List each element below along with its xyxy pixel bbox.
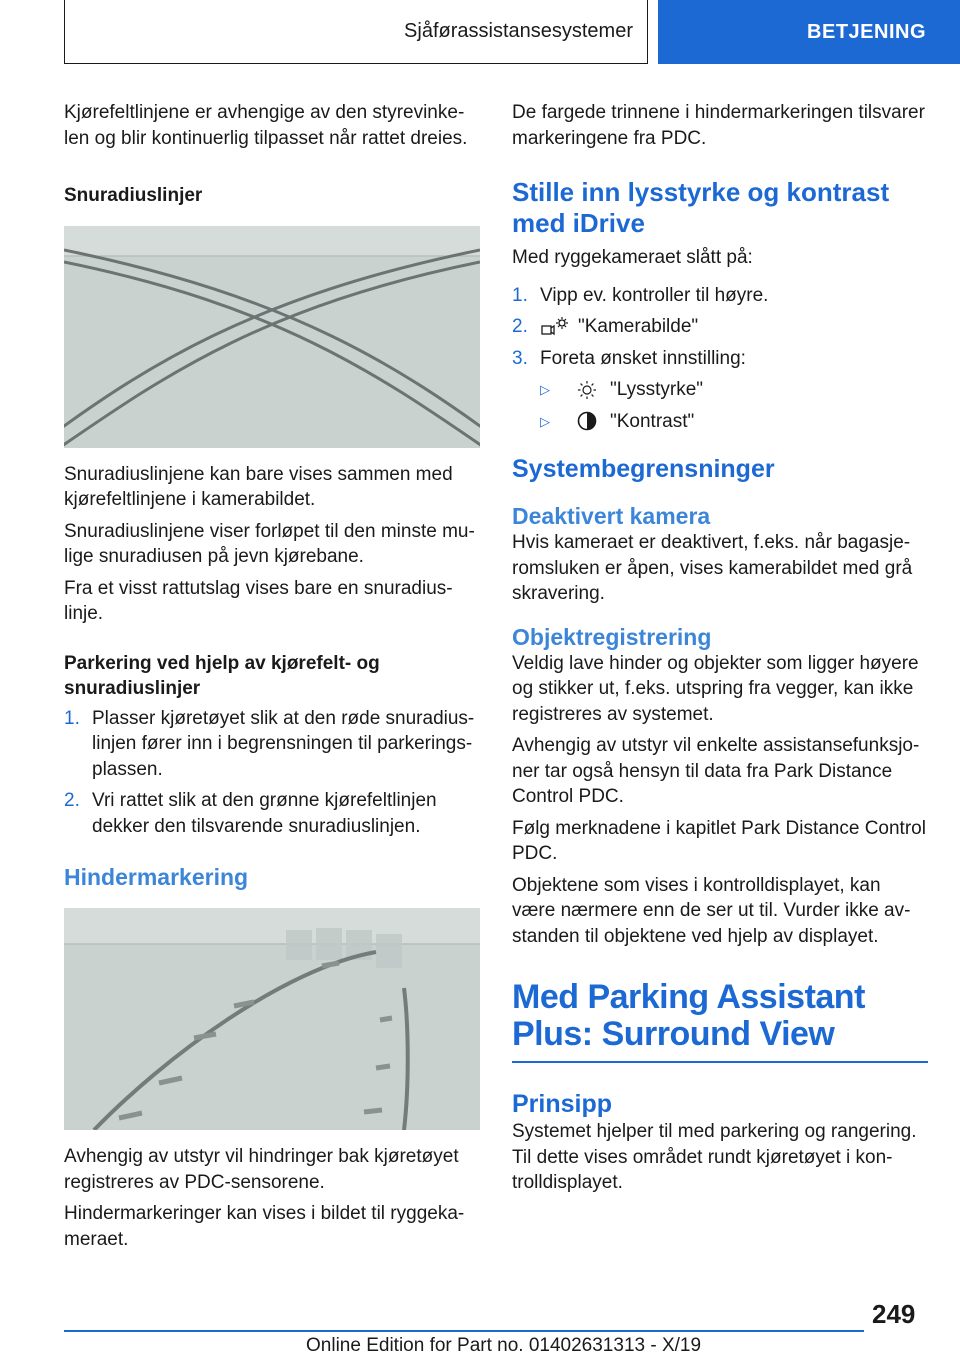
paragraph: Kjørefeltlinjene er avhengige av den styrevinke-len og blir kontinuerlig tilpasset når rattet dreies. (64, 102, 468, 149)
substep-label: "Kontrast" (610, 410, 695, 432)
paragraph: Hindermarkeringer kan vises i bildet til ryggeka-meraet. (64, 1203, 465, 1250)
paragraph: Avhengig av utstyr vil enkelte assistansefunksjo-ner tar også hensyn til data fra Park Distance Control PDC. (512, 735, 920, 807)
list-subitem (540, 377, 928, 403)
paragraph: Følg merknadene i kapitlet Park Distance Control PDC. (512, 817, 926, 864)
paragraph: De fargede trinnene i hindermarkeringen tilsvarer markeringene fra PDC. (512, 102, 925, 149)
header-section-title: Sjåførassistansesystemer (404, 20, 633, 42)
step-text: Foreta ønsket innstilling: (540, 347, 746, 369)
heading-hindermarkering: Hindermarkering (64, 864, 249, 890)
step-number: 2. (512, 316, 528, 337)
brightness-icon (572, 379, 602, 401)
footer-edition: Online Edition for Part no. 01402631313 - X/19 (306, 1335, 702, 1356)
list-item (64, 788, 480, 839)
triangle-bullet-icon: ▷ (540, 382, 550, 397)
header-section-tab (64, 0, 648, 64)
header-chapter-tab (658, 0, 960, 64)
right-column (512, 100, 928, 1202)
heading-systembegrensninger: Systembegrensninger (512, 455, 775, 483)
step-number: 2. (64, 790, 80, 811)
heading-deaktivert-kamera: Deaktivert kamera (512, 503, 711, 529)
step-text: Vri rattet slik at den grønne kjørefeltlinjen dekker den tilsvarende snuradiuslinjen. (92, 790, 437, 837)
paragraph: Systemet hjelper til med parkering og rangering. Til dette vises området rundt kjøretøyet i kon-trolldisplayet. (512, 1121, 917, 1193)
step-number: 1. (64, 707, 80, 729)
contrast-icon (572, 410, 602, 432)
paragraph: Avhengig av utstyr vil hindringer bak kjøretøyet registreres av PDC-sensorene. (64, 1146, 459, 1193)
step-number: 3. (512, 347, 528, 369)
heading-surround-view: Med Parking Assistant Plus: Surround View (512, 978, 865, 1053)
header-chapter-title: BETJENING (807, 20, 926, 43)
subheading-snuradiuslinjer: Snuradiuslinjer (64, 185, 203, 206)
step-text: Plasser kjøretøyet slik at den røde snuradius-linjen fører inn i begrensningen til parkerings-plassen. (92, 707, 475, 780)
step-number: 1. (512, 284, 528, 306)
paragraph: Veldig lave hinder og objekter som ligger høyere og stikker ut, f.eks. utspring fra vegger, kan ikke registreres av systemet. (512, 652, 919, 725)
heading-lysstyrke-kontrast: Stille inn lysstyrke og kontrast med iDrive (512, 177, 890, 238)
step-label: "Kamerabilde" (578, 316, 699, 337)
list-item (512, 346, 928, 372)
turning-radius-lines-figure (64, 226, 480, 448)
heading-prinsipp: Prinsipp (512, 1090, 613, 1118)
list-item (512, 314, 928, 340)
list-subitem (540, 409, 928, 435)
paragraph: Med ryggekameraet slått på: (512, 247, 753, 268)
paragraph: Snuradiuslinjene viser forløpet til den minste mu-lige snuradiusen på jevn kjørebane. (64, 520, 475, 567)
heading-objektregistrering: Objektregistrering (512, 623, 712, 650)
obstacle-marking-image (64, 908, 480, 1130)
paragraph: Objektene som vises i kontrolldisplayet, kan være nærmere enn de ser ut til. Vurder ikke av-standen til objektene ved hjelp av displayet. (512, 874, 911, 947)
page-number: 249 (872, 1299, 916, 1329)
list-item (512, 283, 928, 309)
paragraph: Snuradiuslinjene kan bare vises sammen med kjørefeltlinjene i kamerabildet. (64, 463, 453, 510)
paragraph: Hvis kameraet er deaktivert, f.eks. når bagasje-romsluken er åpen, vises kamerabildet med grå skravering. (512, 532, 913, 604)
paragraph: Fra et visst rattutslag vises bare en snuradius-linje. (64, 577, 453, 624)
subheading-parkering: Parkering ved hjelp av kjørefelt- og snuradiuslinjer (64, 652, 380, 699)
substep-label: "Lysstyrke" (610, 379, 704, 400)
left-column (64, 100, 480, 1258)
list-item (64, 706, 480, 783)
camera-settings-icon (540, 316, 570, 338)
turning-radius-lines-image (64, 226, 480, 448)
step-text-with-icon (540, 314, 928, 340)
footer-rule (64, 1330, 864, 1332)
obstacle-marking-figure (64, 908, 480, 1130)
triangle-bullet-icon: ▷ (540, 413, 550, 429)
step-text: Vipp ev. kontroller til høyre. (540, 284, 769, 306)
